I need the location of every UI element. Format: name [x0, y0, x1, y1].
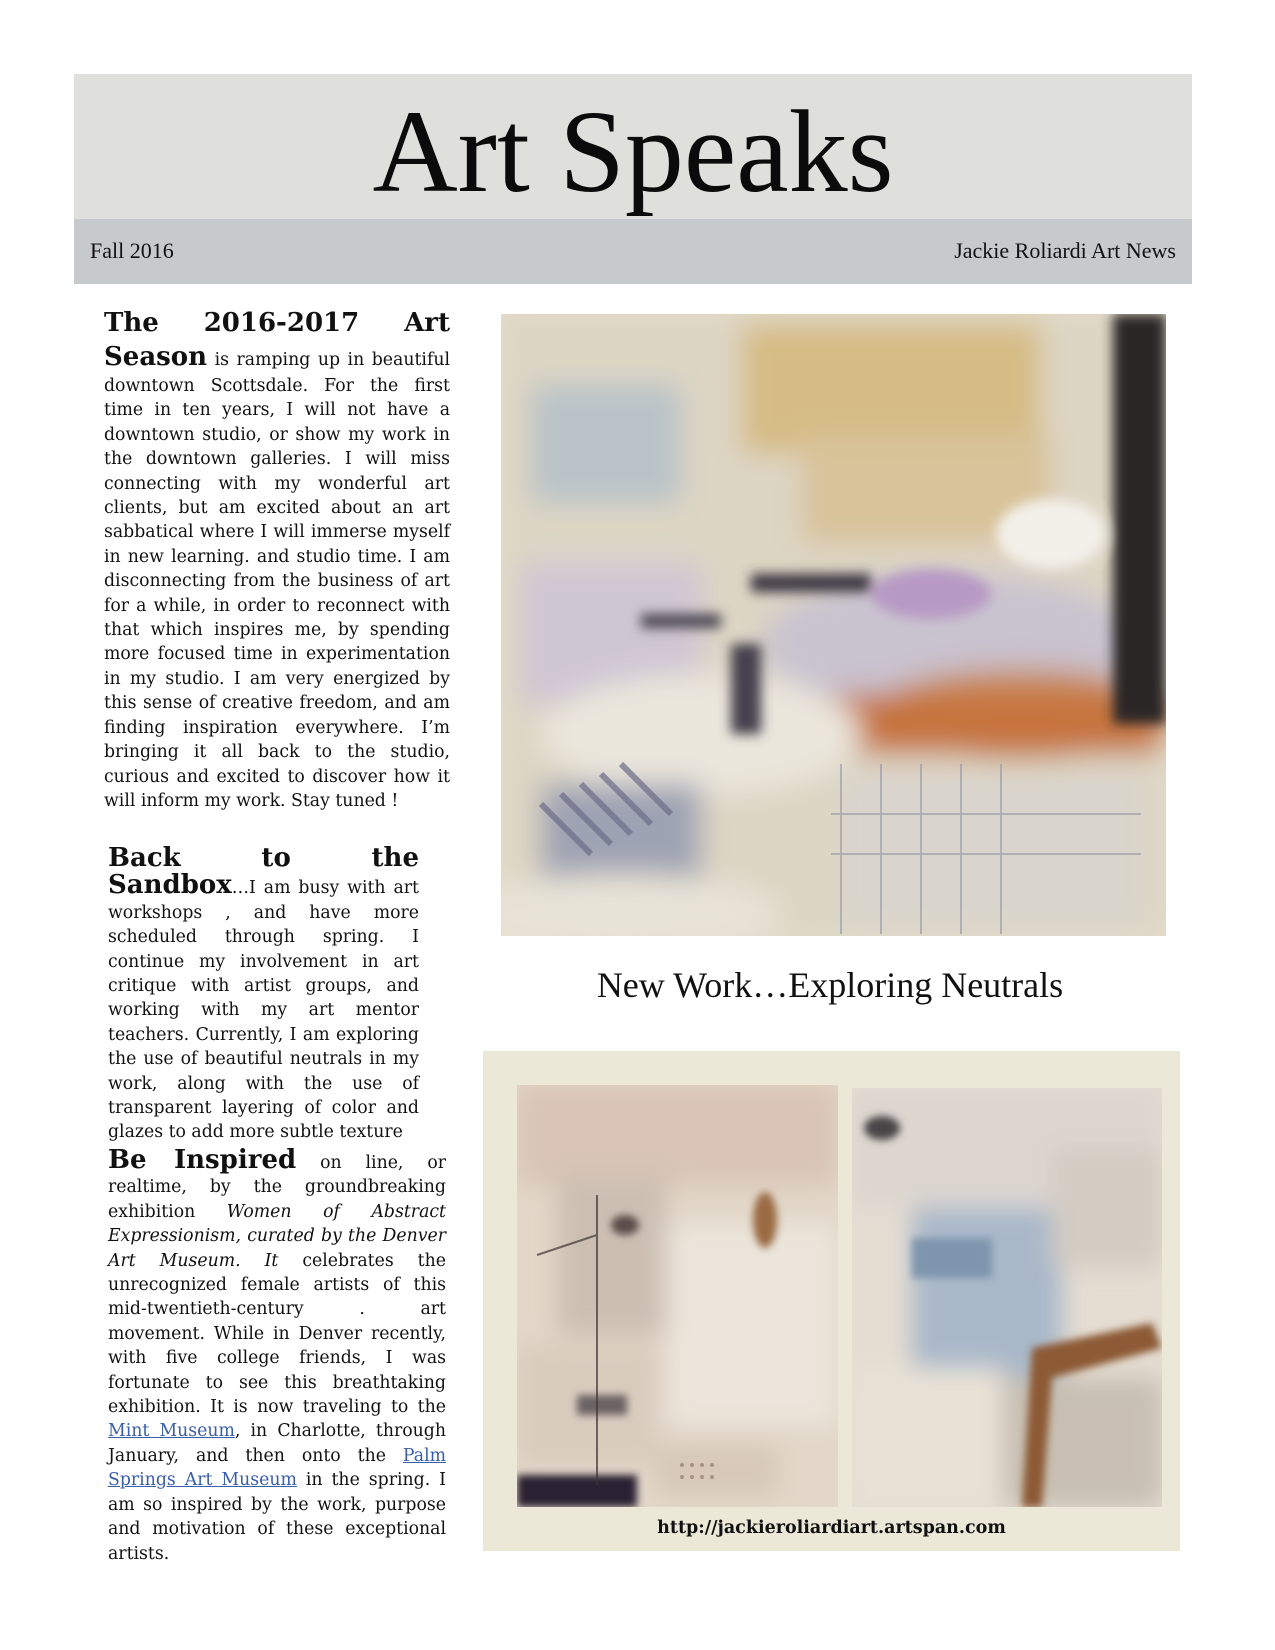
- mint-museum-link[interactable]: Mint Museum: [108, 1421, 235, 1442]
- palm-springs-art-museum-link[interactable]: Palm Springs Art Museum: [108, 1445, 446, 1491]
- newsletter-title: Art Speaks: [372, 86, 894, 217]
- article-sandbox: [108, 843, 419, 1145]
- masthead-subbar: [74, 219, 1192, 284]
- article-be-inspired: [108, 1145, 447, 1566]
- article-body: is ramping up in beautiful downtown Scottsdale. For the first time in ten years, I will not have a downtown studio, or show my work in the downtown galleries. I will miss connecting with my wonderful art clients, but am excited about an art sabbatical where I will immerse myself in new learning. and studio time. I am disconnecting from the business of art for a while, in order to reconnect with that which inspires me, by spending more focused time in experimentation in my studio. I am very energized by this sense of creative freedom, and am finding inspiration everywhere. I’m bringing it all back to the studio, curious and excited to discover how it will inform my work. Stay tuned !: [104, 350, 450, 811]
- article-body: celebrates the unrecognized female artists of this mid-twentieth-century . art movement. While in Denver recently, with five college friends, I was fortunate to see this breathtaking exhibition. It is now traveling to the: [108, 1250, 446, 1418]
- gallery-caption: New Work…Exploring Neutrals: [596, 965, 1064, 1005]
- article-art-season: [104, 306, 450, 813]
- painting-left: [517, 1085, 838, 1507]
- edition-date: Fall 2016: [90, 238, 174, 263]
- article-heading: Back to the Sandbox: [108, 843, 419, 901]
- publisher-name: Jackie Roliardi Art News: [954, 238, 1176, 263]
- article-heading: Be Inspired: [108, 1145, 297, 1175]
- article-body-end: in the spring. I am so inspired by the work, purpose and motivation of these exceptional artists.: [108, 1470, 447, 1564]
- article-body-continued: , in Charlotte, through January, and then onto the: [108, 1421, 446, 1466]
- exhibition-title: Women of Abstract Expressionism, curated by the Denver Art Museum. It: [108, 1201, 446, 1271]
- article-intro: on line, or realtime, by the groundbreaking exhibition: [108, 1153, 446, 1222]
- website-url[interactable]: http://jackieroliardiart.artspan.com: [657, 1518, 1006, 1538]
- article-heading: The 2016-2017 Art Season: [104, 308, 450, 372]
- featured-painting: [501, 314, 1166, 936]
- article-body: …I am busy with art workshops , and have more scheduled through spring. I continue my involvement in art critique with artist groups, and working with my art mentor teachers. Currently, I am exploring the use of beautiful neutrals in my work, along with the use of transparent layering of color and glazes to add more subtle texture: [108, 878, 419, 1143]
- painting-right: [852, 1088, 1162, 1507]
